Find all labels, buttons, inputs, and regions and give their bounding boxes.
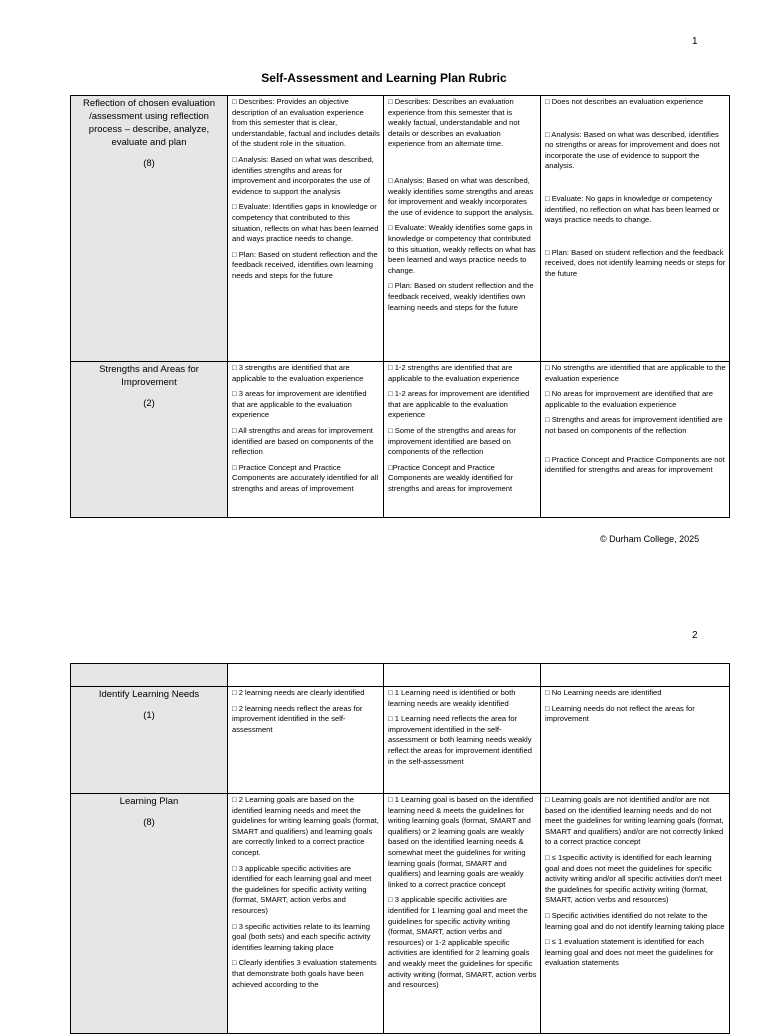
- rubric-cell: [541, 362, 730, 518]
- rubric-cell: [541, 794, 730, 1034]
- rubric-item: □ Learning goals are not identified and/or are not based on the identified learning needs and do not meet the guidelines for writing learning goals (format, SMART and qualifiers) and/or are not correctly linked to a correct practice concept: [545, 795, 724, 847]
- page-title: Self-Assessment and Learning Plan Rubric: [261, 71, 507, 85]
- rubric-item: □ 2 learning needs reflect the areas for improvement identified in the self-assessment: [232, 703, 363, 734]
- header-cell: [541, 664, 730, 687]
- rubric-item: □ 1 Learning goal is based on the identified learning need & meets the guidelines for writing learning goals (format, SMART and qualifiers) or 2 learning goals are weakly based on the identified learning needs & somewhat meet the guidelines for writing learning goals (format, SMART and qualifiers) and learning goals are weakly linked to a correct practice concept: [388, 795, 534, 889]
- rubric-table: [70, 663, 730, 1034]
- page-number: 1: [692, 36, 698, 47]
- criterion-label: Identify Learning Needs: [98, 689, 200, 700]
- rubric-item: □ 1 Learning need is identified or both learning needs are weakly identified: [388, 688, 516, 708]
- rubric-item: □ 3 applicable specific activities are identified for each learning goal and meet the guidelines for specific activity writing (format, SMART, action verbs and resources): [232, 863, 372, 915]
- rubric-item: □Practice Concept and Practice Components are weakly identified for strengths and areas for improvement: [388, 462, 513, 493]
- rubric-item: □ 1-2 areas for improvement are identified that are applicable to the evaluation experience: [388, 389, 530, 420]
- rubric-cell: [228, 794, 384, 1034]
- rubric-item: □ 1-2 strengths are identified that are applicable to the evaluation experience: [388, 363, 520, 383]
- rubric-cell: [541, 687, 730, 794]
- criterion-cell: [71, 362, 228, 518]
- rubric-item: □ 3 strengths are identified that are applicable to the evaluation experience: [232, 363, 364, 383]
- rubric-cell: [541, 96, 730, 362]
- rubric-table: [70, 95, 730, 518]
- page-number: 2: [692, 630, 698, 641]
- rubric-item: □ Specific activities identified do not relate to the learning goal and do not identify learning taking place: [545, 910, 725, 931]
- rubric-item: □ 3 specific activities relate to its learning goal (both sets) and each specific activity identifies learning taking place: [232, 921, 371, 952]
- table-row: [71, 794, 730, 1034]
- criterion-score: (1): [143, 710, 155, 721]
- rubric-item: □ Practice Concept and Practice Components are not identified for strengths and areas for improvement: [545, 454, 725, 475]
- criterion-label: Reflection of chosen evaluation /assessment using reflection process – describe, analyze, evaluate and plan: [82, 98, 216, 148]
- rubric-cell: [384, 96, 541, 362]
- rubric-item: □ 3 areas for improvement are identified that are applicable to the evaluation experience: [232, 389, 367, 420]
- rubric-item: □ ≤ 1 evaluation statement is identified for each learning goal and does not meet the guidelines for evaluation statements: [545, 937, 714, 968]
- rubric-item: □ Analysis: Based on what was described, identifies no strengths or areas for improvement and does not incorporate the use of evidence to support the analysis.: [545, 129, 720, 171]
- rubric-item: □ Plan: Based on student reflection and the feedback received, does not identify learning needs or steps for the future: [545, 247, 726, 278]
- rubric-item: □ Some of the strengths and areas for improvement identified are based on components of the reflection: [388, 425, 516, 457]
- rubric-cell: [384, 794, 541, 1034]
- criterion-cell: [71, 687, 228, 794]
- criterion-score: (2): [143, 398, 155, 409]
- table-header-row: [71, 664, 730, 687]
- criterion-cell: [71, 96, 228, 362]
- rubric-item: □ Does not describes an evaluation experience: [545, 97, 704, 106]
- rubric-item: □ ≤ 1specific activity is identified for each learning goal and does not meet the guidelines for specific activity writing and/or all specific activities don't meet the guidelines for specific activity writing (format, SMART, action verbs and resources): [545, 852, 722, 905]
- rubric-item: □ No areas for improvement are identified that are applicable to the evaluation experience: [545, 389, 713, 409]
- rubric-item: □ No Learning needs are identified: [545, 688, 662, 697]
- rubric-item: □ Describes: Describes an evaluation experience from this semester that is weakly factual, understandable and not details or describes an evaluation experience from an alternate time.: [388, 97, 520, 149]
- rubric-item: □ Analysis: Based on what was described, identifies strengths and areas for improvement and incorporates the use of evidence to support the analysis: [232, 154, 374, 196]
- table-row: [71, 96, 730, 362]
- rubric-cell: [384, 687, 541, 794]
- criterion-score: (8): [143, 817, 155, 828]
- rubric-item: □ Practice Concept and Practice Components are accurately identified for all strengths and areas of improvement: [232, 462, 379, 493]
- rubric-item: □ Evaluate: Weakly identifies some gaps in knowledge or competency that contributed to this situation, weakly reflects on what has been learned and ways practice needs to change.: [388, 223, 536, 275]
- rubric-item: □ Analysis: Based on what was described, weakly identifies some strengths and areas for improvement and weakly incorporates the use of evidence to support the analysis.: [388, 175, 535, 217]
- rubric-item: □ Clearly identifies 3 evaluation statements that demonstrate both goals have been achieved according to the: [232, 958, 377, 989]
- rubric-item: □ Learning needs do not reflect the areas for improvement: [545, 703, 695, 724]
- rubric-item: □ Strengths and areas for improvement identified are not based on components of the reflection: [545, 415, 723, 435]
- rubric-item: □ No strengths are identified that are applicable to the evaluation experience: [545, 363, 726, 383]
- rubric-item: □ All strengths and areas for improvement identified are based on components of the reflection: [232, 425, 374, 457]
- criterion-cell: [71, 794, 228, 1034]
- rubric-item: □ 2 Learning goals are based on the identified learning needs and meet the guidelines for writing learning goals (format, SMART and qualifiers) and learning goals are correctly linked to a correct practice concept.: [232, 795, 379, 857]
- rubric-item: □ 2 learning needs are clearly identified: [232, 688, 365, 697]
- criterion-score: (8): [143, 158, 155, 169]
- rubric-cell: [228, 362, 384, 518]
- rubric-cell: [384, 362, 541, 518]
- rubric-item: □ 1 Learning need reflects the area for improvement identified in the self-assessment or both learning needs weakly reflect the areas for improvement identified in the self-assessment: [388, 714, 532, 766]
- table-row: [71, 362, 730, 518]
- rubric-item: □ Plan: Based on student reflection and the feedback received, weakly identifies own learning needs and steps for the future: [388, 281, 534, 312]
- copyright-footer: © Durham College, 2025: [600, 534, 700, 544]
- rubric-item: □ Evaluate: No gaps in knowledge or competency identified, no reflection on what has been learned or ways practice needs to change.: [545, 193, 720, 225]
- header-cell: [384, 664, 541, 687]
- header-cell: [228, 664, 384, 687]
- rubric-cell: [228, 96, 384, 362]
- criterion-label: Learning Plan: [119, 796, 179, 807]
- rubric-item: □ Plan: Based on student reflection and the feedback received, identifies own learning needs and steps for the future: [232, 249, 378, 280]
- table-row: [71, 687, 730, 794]
- rubric-item: □ Evaluate: Identifies gaps in knowledge or competency that contributed to this situation, reflects on what has been learned and ways practice needs to change.: [232, 202, 379, 244]
- rubric-item: □ 3 applicable specific activities are identified for 1 learning goal and meet the guidelines for specific activity writing (format, SMART, action verbs and resources) or 1-2 applicable specific activities are identified for 2 learning goals and weakly meet the guidelines for specific activity writing (format, SMART, action verbs and resources): [388, 895, 537, 990]
- header-cell: [71, 664, 228, 687]
- rubric-cell: [228, 687, 384, 794]
- rubric-item: □ Describes: Provides an objective description of an evaluation experience from this semester that is clear, understandable, factual and includes details of the student role in the situation.: [232, 97, 380, 149]
- criterion-label: Strengths and Areas for Improvement: [99, 364, 199, 388]
